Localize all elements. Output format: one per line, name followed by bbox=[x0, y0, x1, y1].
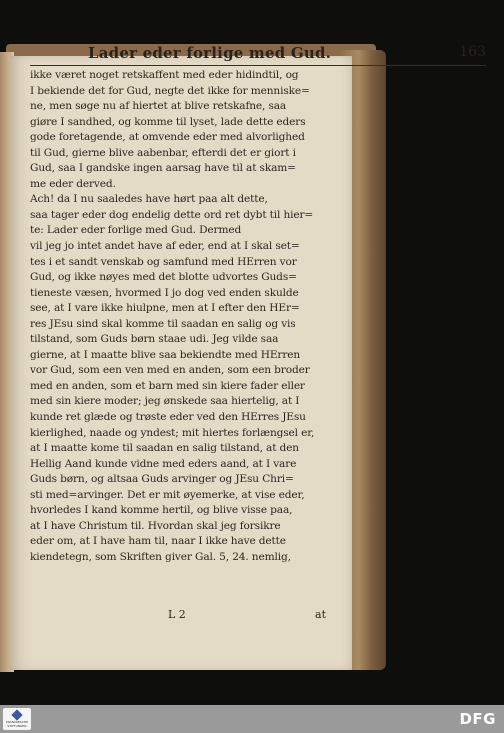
text-line: Hellig Aand kunde vidne med eders aand, at I vare bbox=[30, 457, 297, 470]
text-line: gode foretagende, at omvende eder med alvorlighed bbox=[30, 131, 305, 144]
text-line: giøre I sandhed, og komme til lyset, lade dette eders bbox=[30, 115, 306, 128]
text-line: kiendetegn, som Skriften giver Gal. 5, 24. nemlig, bbox=[30, 550, 291, 563]
text-line: tes i et sandt venskab og samfund med HErren vor bbox=[30, 255, 297, 268]
page-foot bbox=[30, 608, 326, 624]
text-line: tieneste væsen, hvormed I jo dog ved enden skulde bbox=[30, 286, 299, 299]
body-text bbox=[30, 68, 326, 566]
signature-mark: L 2 bbox=[168, 608, 186, 621]
text-line: med sin kiere moder; jeg ønskede saa hiertelig, at I bbox=[30, 395, 300, 408]
library-logo-icon[interactable] bbox=[3, 708, 31, 730]
text-line: ikke været noget retskaffent med eder hidindtil, og bbox=[30, 69, 299, 81]
text-line: te: Lader eder forlige med Gud. Dermed bbox=[30, 224, 242, 237]
dfg-logo[interactable]: DFG bbox=[459, 710, 496, 728]
text-line: kierlighed, naade og yndest; mit hiertes forlængsel er, bbox=[30, 426, 315, 439]
text-line: kunde ret glæde og trøste eder ved den HErres JEsu bbox=[30, 411, 306, 424]
text-line: saa tager eder dog endelig dette ord ret dybt til hier= bbox=[30, 208, 314, 221]
viewer-footer-bar bbox=[0, 705, 504, 733]
text-line: tilstand, som Guds børn staae udi. Jeg vilde saa bbox=[30, 333, 279, 346]
text-line: sti med=arvinger. Det er mit øyemerke, at vise eder, bbox=[30, 488, 305, 501]
text-line: gierne, at I maatte blive saa bekiendte med HErren bbox=[30, 348, 301, 361]
text-line: eder om, at I have ham til, naar I ikke have dette bbox=[30, 535, 286, 548]
library-logo-text: FRANCKESCHE STIFTUNGEN bbox=[5, 720, 29, 728]
text-line: see, at I vare ikke hiulpne, men at I efter den HEr= bbox=[30, 302, 300, 315]
running-title: Lader eder forlige med Gud. bbox=[88, 44, 332, 62]
text-line: res JEsu sind skal komme til saadan en salig og vis bbox=[30, 317, 296, 330]
header-rule bbox=[30, 65, 486, 66]
page-number: 163 bbox=[459, 44, 486, 60]
text-line: hvorledes I kand komme hertil, og blive visse paa, bbox=[30, 504, 293, 517]
catchword: at bbox=[315, 608, 326, 621]
text-line: ne, men søge nu af hiertet at blive retskafne, saa bbox=[30, 100, 287, 113]
text-line: at I maatte kome til saadan en salig tilstand, at den bbox=[30, 442, 299, 455]
text-line: at I have Christum til. Hvordan skal jeg forsikre bbox=[30, 519, 281, 532]
text-line: I bekiende det for Gud, negte det ikke for menniske= bbox=[30, 84, 310, 97]
text-line: med en anden, som et barn med sin kiere fader eller bbox=[30, 379, 305, 392]
text-line: Gud, og ikke nøyes med det blotte udvortes Guds= bbox=[30, 271, 297, 284]
text-line: vil jeg jo intet andet have af eder, end at I skal set= bbox=[30, 240, 300, 253]
text-line: me eder derved. bbox=[30, 177, 116, 190]
text-line: vor Gud, som een ven med en anden, som een broder bbox=[30, 364, 310, 377]
text-line: Guds børn, og altsaa Guds arvinger og JEsu Chri= bbox=[30, 473, 294, 486]
logo-mark bbox=[11, 709, 22, 720]
text-line: Ach! da I nu saaledes have hørt paa alt dette, bbox=[30, 193, 268, 206]
running-head bbox=[30, 44, 486, 64]
text-line: til Gud, gierne blive aabenbar, efterdi det er giort i bbox=[30, 146, 296, 159]
text-line: Gud, saa I gandske ingen aarsag have til at skam= bbox=[30, 162, 296, 175]
